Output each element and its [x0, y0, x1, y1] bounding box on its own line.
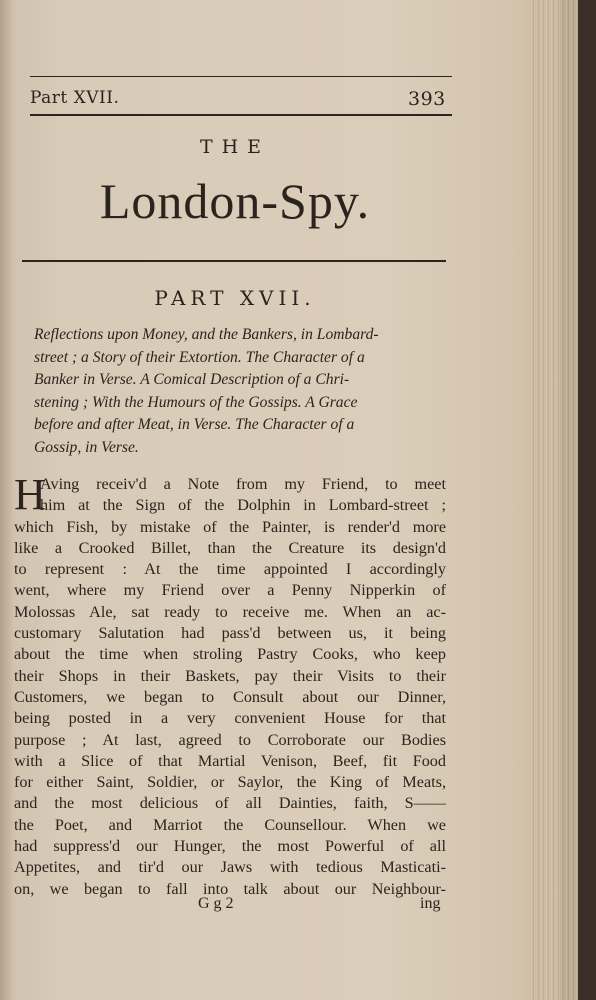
title-london-spy: London-Spy. — [99, 173, 371, 229]
drop-capital: H — [14, 470, 46, 519]
body-line: with a Slice of that Martial Venison, Beef, fit Food — [14, 751, 446, 770]
title-rule — [22, 260, 446, 262]
body-line: like a Crooked Billet, than the Creature its design'd — [14, 538, 446, 557]
body-line: Aving receiv'd a Note from my Friend, to meet — [40, 475, 446, 493]
body-line: him at the Sign of the Dolphin in Lombard-street ; — [40, 496, 446, 515]
body-line: purpose ; At last, agreed to Corroborate our Bodies — [14, 730, 446, 749]
body-line: and the most delicious of all Dainties, faith, S—— — [14, 794, 446, 813]
body-line: went, where my Friend over a Penny Nipperkin of — [14, 581, 446, 600]
argument-line: Reflections upon Money, and the Bankers, in Lombard- — [34, 326, 379, 343]
body-line: Molossas Ale, sat ready to receive me. When an ac- — [14, 602, 446, 621]
page-number: 393 — [408, 88, 446, 110]
body-text — [14, 470, 446, 900]
binding-edge — [578, 0, 596, 1000]
top-rule — [30, 76, 452, 77]
argument-line: stening ; With the Humours of the Gossips. A Grace — [34, 393, 358, 411]
body-line: about the time when stroling Pastry Cooks, who keep — [14, 645, 446, 664]
argument-line: street ; a Story of their Extortion. The Character of a — [34, 348, 365, 366]
signature-mark: G g 2 — [198, 895, 234, 912]
running-head-left: Part XVII. — [30, 88, 120, 108]
body-line: the Poet, and Marriot the Counsellour. When we — [14, 815, 446, 834]
body-line: customary Salutation had pass'd between us, it being — [14, 624, 446, 643]
body-line: for either Saint, Soldier, or Saylor, the King of Meats, — [14, 773, 446, 792]
catchword: ing — [420, 895, 441, 912]
chapter-argument — [34, 324, 450, 460]
body-line: had suppress'd our Hunger, the most Powerful of all — [14, 837, 446, 856]
argument-line: Banker in Verse. A Comical Description of a Chri- — [34, 371, 350, 389]
body-line: Customers, we began to Consult about our Dinner, — [14, 687, 446, 706]
body-line: Appetites, and tir'd our Jaws with tedious Masticati- — [14, 858, 446, 877]
header-rule — [30, 114, 452, 116]
body-line: being posted in a very convenient House for that — [14, 709, 446, 728]
title-the: THE — [199, 136, 271, 158]
body-line: which Fish, by mistake of the Painter, is render'd more — [14, 517, 446, 536]
argument-line: before and after Meat, in Verse. The Character of a — [34, 416, 355, 434]
part-heading: PART XVII. — [154, 286, 316, 310]
body-line: their Shops in their Baskets, pay their Visits to their — [14, 666, 446, 685]
argument-line: Gossip, in Verse. — [34, 438, 139, 456]
body-line: to represent : At the time appointed I accordingly — [14, 560, 446, 579]
body-line: on, we began to fall into talk about our Neighbour- — [14, 879, 446, 898]
